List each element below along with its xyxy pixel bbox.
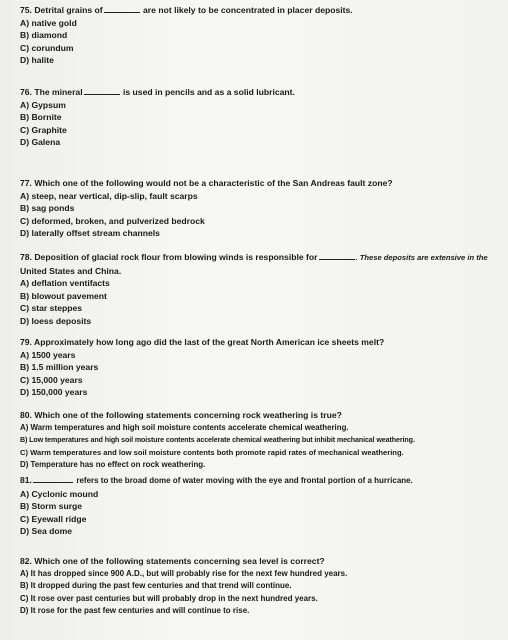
question-80 <box>20 409 490 472</box>
option-b: B) Bornite <box>20 112 62 123</box>
option-d: D) laterally offset stream channels <box>20 228 160 239</box>
question-text-before: The mineral <box>34 87 83 97</box>
option-d: D) Sea dome <box>20 526 73 537</box>
question-text-before: Deposition of glacial rock flour from blowing winds is responsible for <box>34 252 318 262</box>
question-79 <box>20 336 490 399</box>
question-text-before: Detrital grains of <box>34 5 103 15</box>
question-78 <box>20 251 490 328</box>
option-c: C) Eyewall ridge <box>20 513 87 524</box>
question-text-after: refers to the broad dome of water moving with the eye and frontal portion of a hurricane. <box>76 476 413 485</box>
question-number: 81. <box>20 475 32 485</box>
option-c: C) Warm temperatures and low soil moisture contents both promote rapid rates of mechanical weathering. <box>20 447 404 457</box>
question-number: 82. <box>20 556 32 566</box>
question-text-after: . These deposits are extensive in the <box>355 253 488 262</box>
option-a: A) Gypsum <box>20 99 66 110</box>
option-c: C) It rose over past centuries but will probably drop in the next hundred years. <box>20 593 318 603</box>
question-81 <box>20 474 490 538</box>
question-number: 79. <box>20 337 32 347</box>
option-a: A) steep, near vertical, dip-slip, fault scarps <box>20 190 198 201</box>
option-b: B) It dropped during the past few centuries and that trend will continue. <box>20 581 292 591</box>
option-d: D) Temperature has no effect on rock weathering. <box>20 460 206 470</box>
question-text: Which one of the following statements concerning rock weathering is true? <box>34 410 342 420</box>
option-b: B) diamond <box>20 30 68 41</box>
option-a: A) 1500 years <box>20 349 76 360</box>
option-a: A) native gold <box>20 17 77 28</box>
option-b: B) blowout pavement <box>20 290 107 301</box>
option-b: B) Storm surge <box>20 501 83 512</box>
question-number: 76. <box>20 87 32 97</box>
question-text: Approximately how long ago did the last of the great North American ice sheets melt? <box>34 337 385 347</box>
question-number: 75. <box>20 5 32 15</box>
question-number: 80. <box>20 410 32 420</box>
question-text-line2: United States and China. <box>20 265 122 276</box>
option-b: B) 1.5 million years <box>20 362 99 373</box>
question-text: Which one of the following would not be a characteristic of the San Andreas fault zone? <box>34 178 393 188</box>
question-number: 77. <box>20 178 32 188</box>
question-77 <box>20 177 490 240</box>
option-c: C) deformed, broken, and pulverized bedrock <box>20 215 205 226</box>
question-number: 78. <box>20 252 32 262</box>
question-75 <box>20 4 490 67</box>
option-d: D) loess deposits <box>20 315 92 326</box>
question-76 <box>20 86 490 149</box>
option-b: B) Low temperatures and high soil moisture contents accelerate chemical weathering but inhibit mechanical weathering. <box>20 436 415 445</box>
option-a: A) Warm temperatures and high soil moisture contents accelerate chemical weathering. <box>20 422 349 432</box>
option-a: A) Cyclonic mound <box>20 488 99 499</box>
option-a: A) deflation ventifacts <box>20 278 110 289</box>
question-text-after: is used in pencils and as a solid lubricant. <box>122 87 295 97</box>
answer-blank <box>33 481 73 483</box>
question-text: Which one of the following statements concerning sea level is correct? <box>34 556 325 566</box>
option-d: D) Galena <box>20 137 61 148</box>
option-a: A) It has dropped since 900 A.D., but will probably rise for the next few hundred years. <box>20 568 348 578</box>
option-b: B) sag ponds <box>20 203 75 214</box>
answer-blank <box>319 258 355 260</box>
option-c: C) corundum <box>20 42 74 53</box>
answer-blank <box>84 93 120 95</box>
option-c: C) Graphite <box>20 124 67 135</box>
option-c: C) 15,000 years <box>20 374 83 385</box>
option-d: D) It rose for the past few centuries and will continue to rise. <box>20 606 250 616</box>
answer-blank <box>104 11 140 13</box>
question-text-after: are not likely to be concentrated in placer deposits. <box>143 5 353 15</box>
option-d: D) halite <box>20 55 54 66</box>
option-d: D) 150,000 years <box>20 387 88 398</box>
option-c: C) star steppes <box>20 303 83 314</box>
question-82 <box>20 555 490 618</box>
